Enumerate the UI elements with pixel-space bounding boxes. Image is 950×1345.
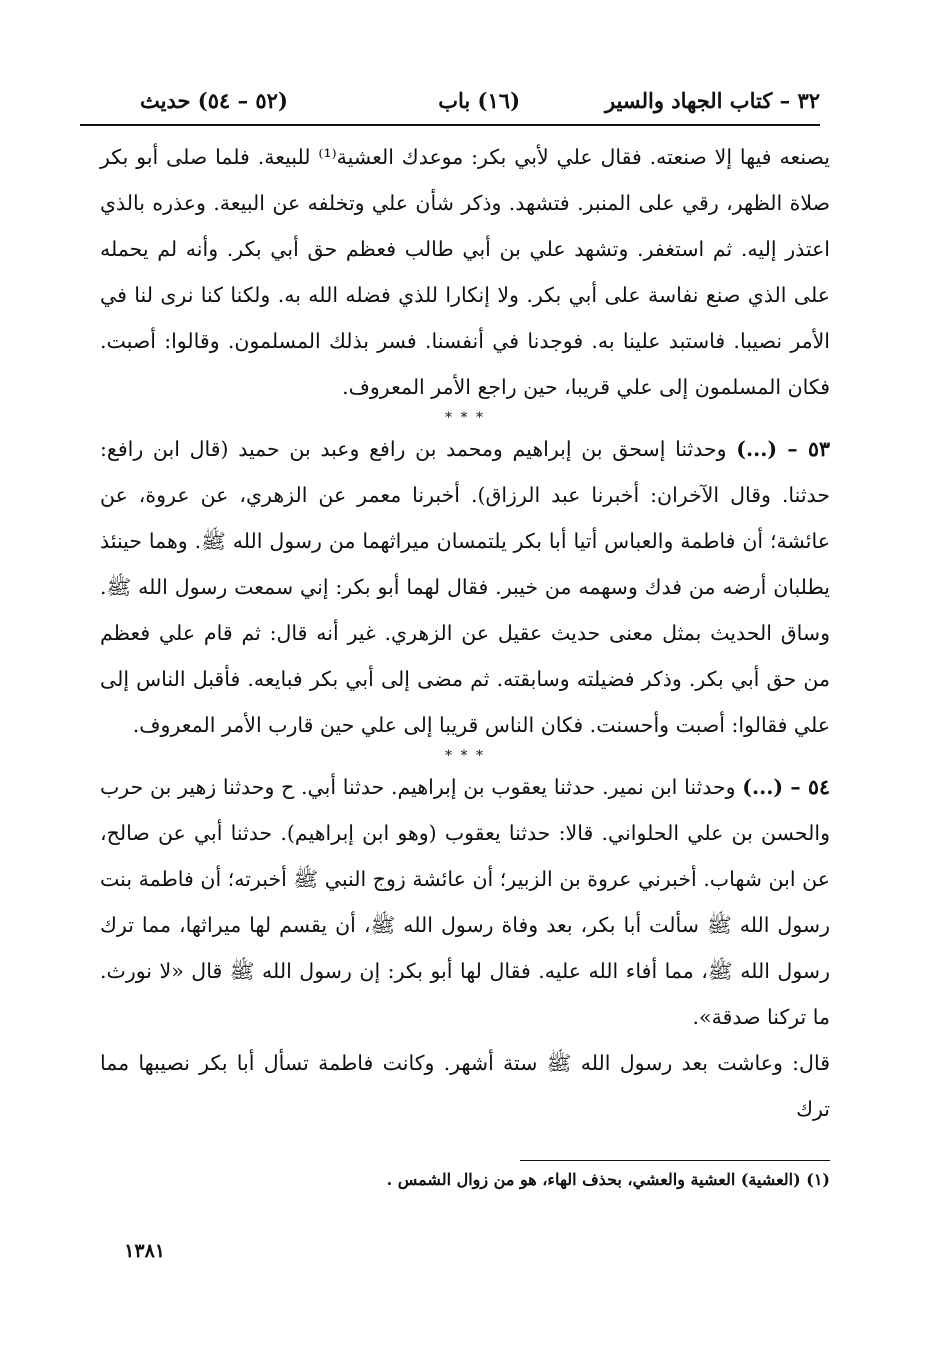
footnote-divider xyxy=(520,1160,830,1161)
paragraph-continuation: يصنعه فيها إلا صنعته. فقال علي لأبي بكر: موعدك العشية⁽¹⁾ للبيعة. فلما صلى أبو بكر صلاة الظهر، رقي على المنبر. فتشهد. وذكر شأن علي وتخلفه عن البيعة. وعذره بالذي اعتذر إليه. ثم استغفر. وتشهد علي بن أبي طالب فعظم حق أبي بكر. وأنه لم يحمله على الذي صنع نفاسة على أبي بكر. ولا إنكارا للذي فضله الله به. ولكنا كنا نرى لنا في الأمر نصيبا. فاستبد علينا به. فوجدنا في أنفسنا. فسر بذلك المسلمون. وقالوا: أصبت. فكان المسلمون إلى علي قريبا، حين راجع الأمر المعروف. xyxy=(100,145,830,399)
chapter-title: ٣٢ – كتاب الجهاد والسير xyxy=(604,88,820,113)
main-text xyxy=(100,134,830,1132)
page-number: ١٣٨١ xyxy=(124,1240,165,1262)
header-divider xyxy=(80,124,820,126)
section-separator: * * * xyxy=(445,410,485,426)
hadith-range: (٥٢ – ٥٤) حديث xyxy=(140,88,288,113)
hadith-54-number: ٥٤ – (...) xyxy=(742,775,830,799)
footnote: (١) (العشية) العشية والعشي، بحذف الهاء، هو من زوال الشمس . xyxy=(386,1170,830,1189)
bab-label: (١٦) باب xyxy=(438,88,520,113)
hadith-54 xyxy=(100,764,830,1040)
paragraph-last: قال: وعاشت بعد رسول الله ﷺ ستة أشهر. وكانت فاطمة تسأل أبا بكر نصيبها مما ترك xyxy=(100,1051,830,1121)
hadith-54-text: وحدثنا ابن نمير. حدثنا يعقوب بن إبراهيم. حدثنا أبي. ح وحدثنا زهير بن حرب والحسن بن علي الحلواني. قالا: حدثنا يعقوب (وهو ابن إبراهيم). حدثنا أبي عن صالح، عن ابن شهاب. أخبرني عروة بن الزبير؛ أن عائشة زوج النبي ﷺ أخبرته؛ أن فاطمة بنت رسول الله ﷺ سألت أبا بكر، بعد وفاة رسول الله ﷺ، أن يقسم لها ميراثها، مما ترك رسول الله ﷺ، مما أفاء الله عليه. فقال لها أبو بكر: إن رسول الله ﷺ قال «لا نورث. ما تركنا صدقة». xyxy=(100,775,830,1029)
hadith-53 xyxy=(100,426,830,748)
page-header xyxy=(100,88,820,122)
hadith-53-text: وحدثنا إسحق بن إبراهيم ومحمد بن رافع وعبد بن حميد (قال ابن رافع: حدثنا. وقال الآخران: أخبرنا عبد الرزاق). أخبرنا معمر عن الزهري، عن عروة، عن عائشة؛ أن فاطمة والعباس أتيا أبا بكر يلتمسان ميراثهما من رسول الله ﷺ. وهما حينئذ يطلبان أرضه من فدك وسهمه من خيبر. فقال لهما أبو بكر: إني سمعت رسول الله ﷺ. وساق الحديث بمثل معنى حديث عقيل عن الزهري. غير أنه قال: ثم قام علي فعظم من حق أبي بكر. وذكر فضيلته وسابقته. ثم مضى إلى أبي بكر فبايعه. فأقبل الناس إلى علي فقالوا: أصبت وأحسنت. فكان الناس قريبا إلى علي حين قارب الأمر المعروف. xyxy=(100,437,830,737)
hadith-53-number: ٥٣ – (...) xyxy=(736,437,830,461)
section-separator: * * * xyxy=(445,748,485,764)
